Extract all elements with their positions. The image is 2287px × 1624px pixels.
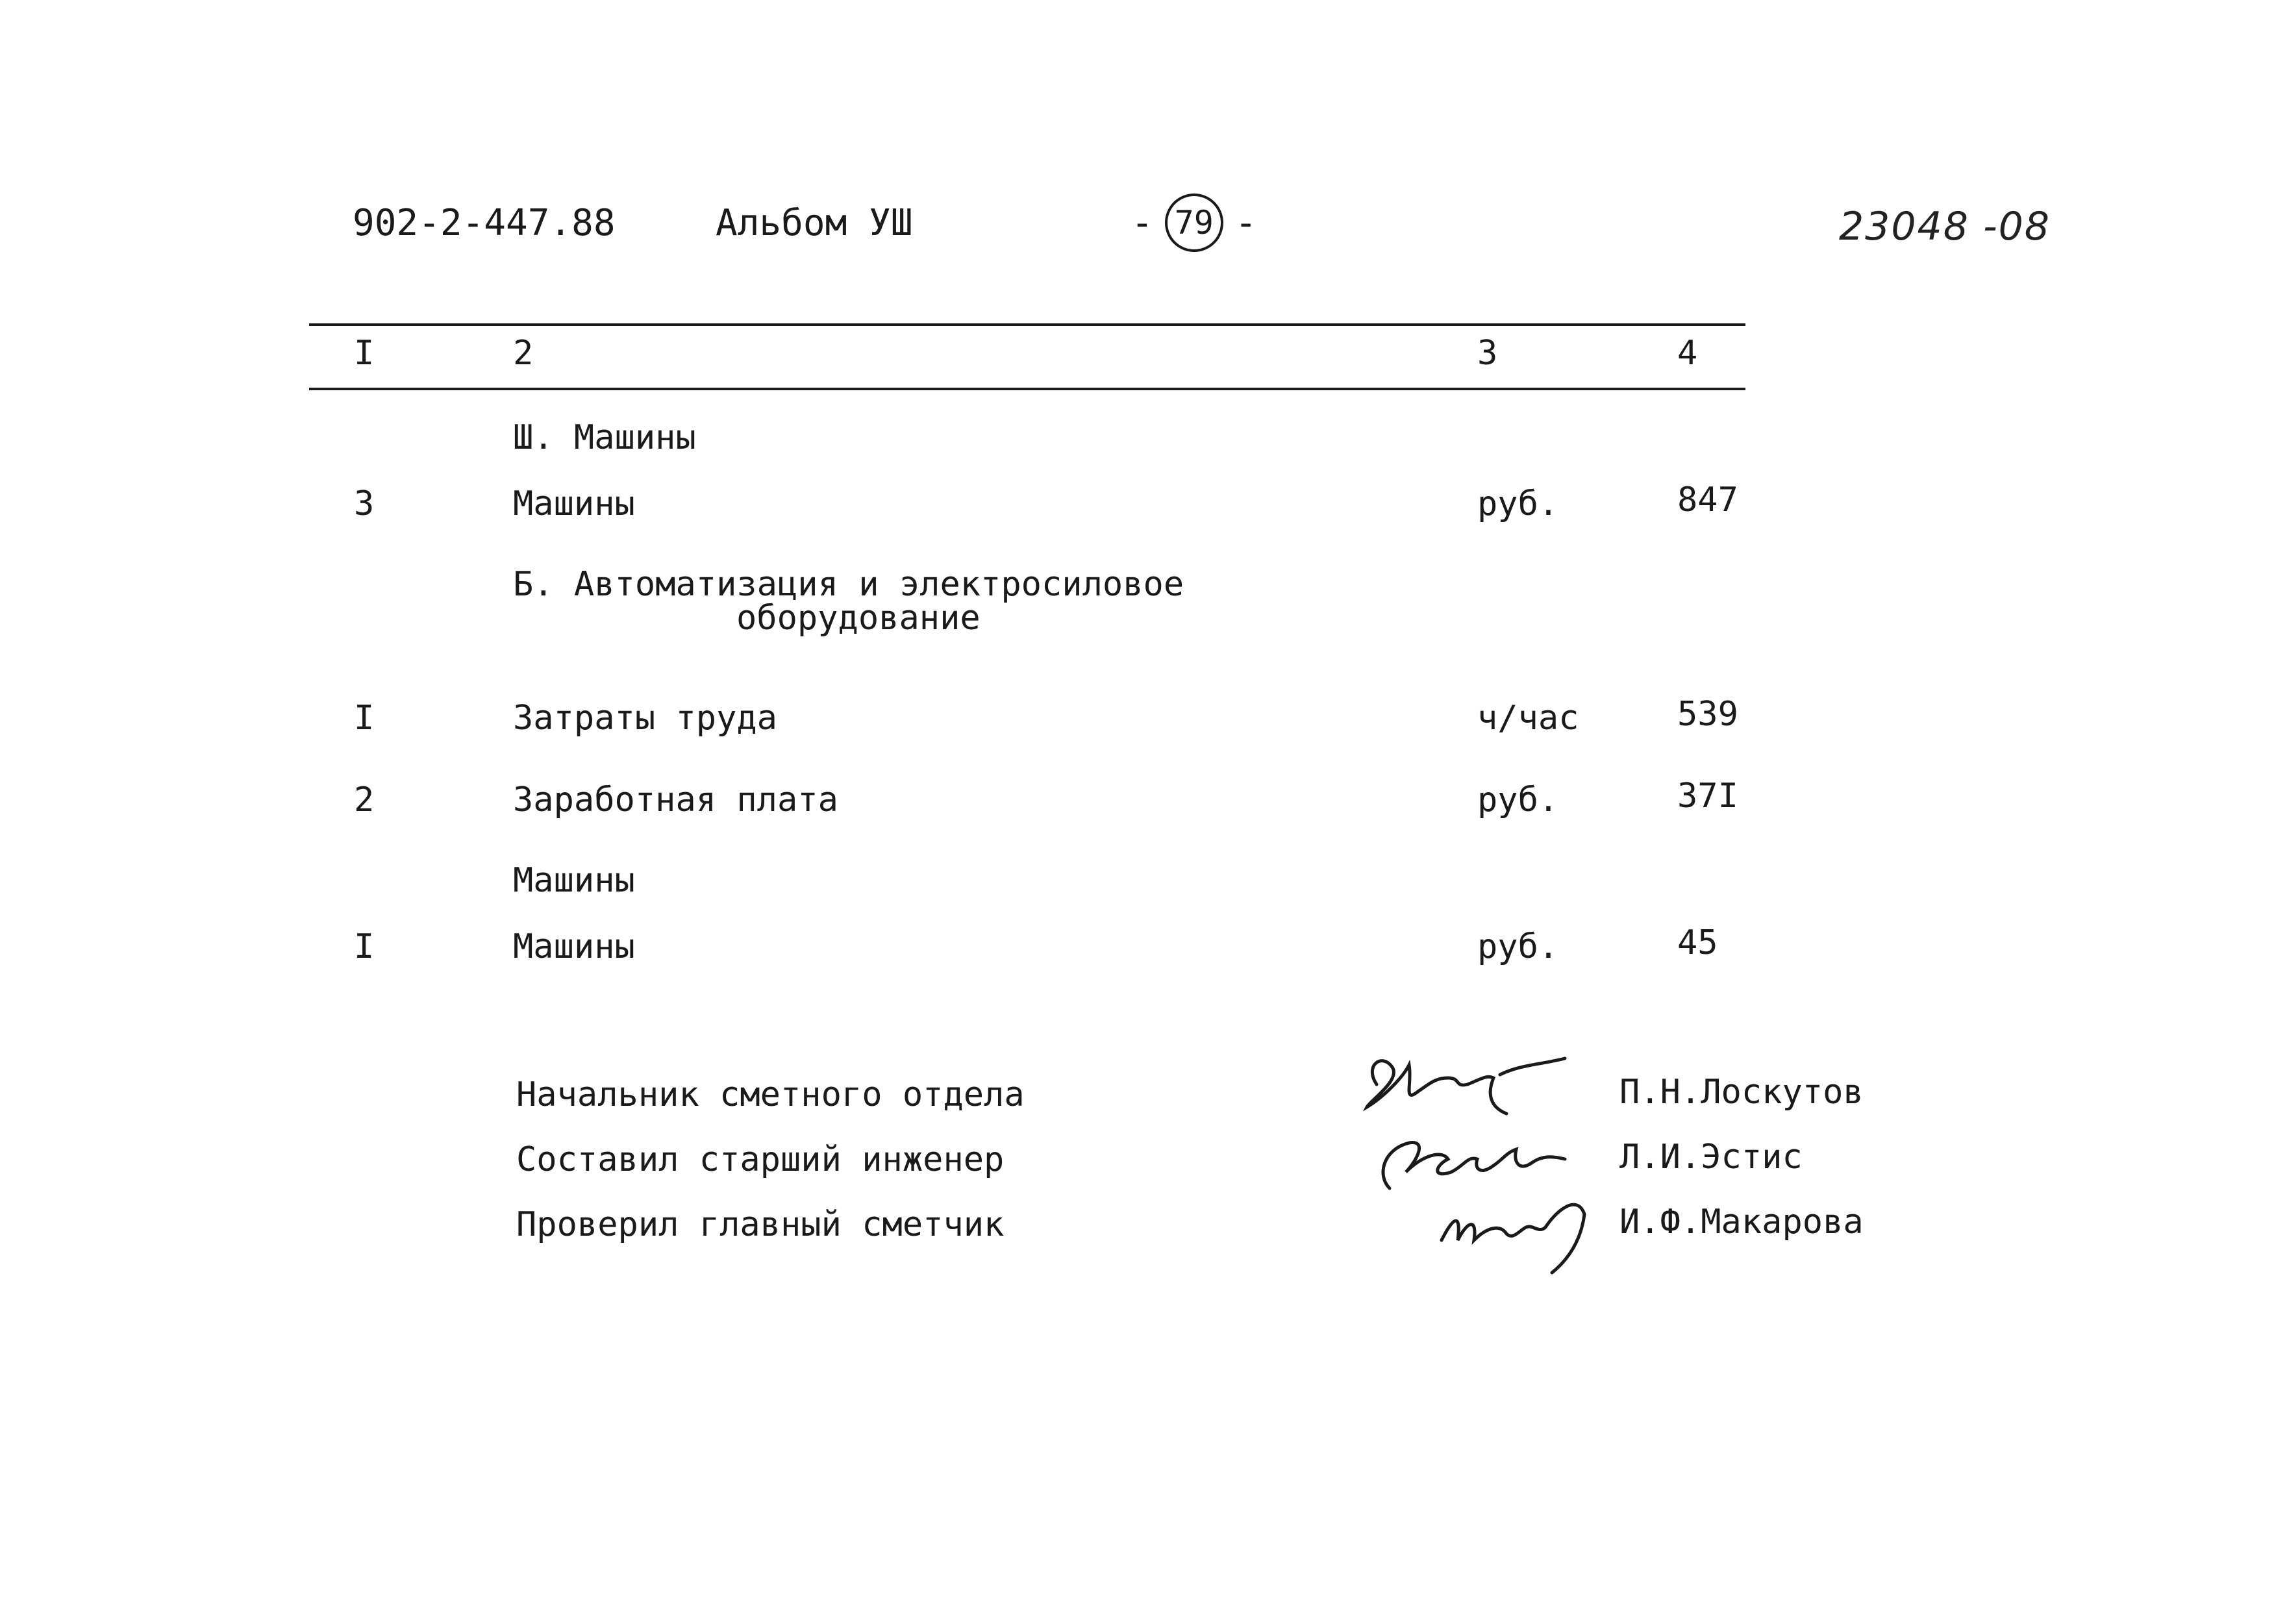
- row-value: 539: [1677, 695, 1738, 734]
- row-unit: руб.: [1477, 781, 1559, 819]
- section-title-automation-line1: Б. Автоматизация и электросиловое: [513, 565, 1184, 604]
- row-unit: руб.: [1477, 927, 1559, 966]
- row-unit: ч/час: [1477, 699, 1579, 738]
- column-header-2: 2: [513, 334, 534, 373]
- signer-role: Составил старший инженер: [516, 1140, 1005, 1179]
- row-value: 45: [1677, 923, 1718, 962]
- signer-name: Л.И.Эстис: [1619, 1138, 1803, 1177]
- table-header-rule: [309, 388, 1745, 390]
- row-name: Машины: [513, 484, 635, 523]
- signer-name: П.Н.Лоскутов: [1619, 1073, 1864, 1112]
- row-name: Заработная плата: [513, 781, 838, 819]
- row-value: 37I: [1677, 777, 1738, 816]
- handwritten-signature: [1429, 1175, 1610, 1279]
- signer-name: И.Ф.Макарова: [1619, 1203, 1864, 1242]
- page-number: 79: [1165, 194, 1223, 252]
- subsection-title-machines: Машины: [513, 861, 635, 900]
- row-unit: руб.: [1477, 484, 1559, 523]
- handwritten-signature: [1357, 1039, 1591, 1123]
- section-title-machines: Ш. Машины: [513, 418, 696, 457]
- handwritten-registration-number: 23048 -08: [1839, 204, 2051, 249]
- signer-role: Проверил главный сметчик: [516, 1205, 1005, 1244]
- row-number: I: [354, 699, 375, 738]
- column-header-3: 3: [1477, 334, 1498, 373]
- album-label: Альбом УШ: [716, 202, 913, 244]
- row-name: Затраты труда: [513, 699, 777, 738]
- table-top-rule: [309, 323, 1745, 326]
- signer-role: Начальник сметного отдела: [516, 1075, 1025, 1114]
- column-header-1: I: [354, 334, 375, 373]
- row-number: 3: [354, 484, 375, 523]
- row-number: 2: [354, 781, 375, 819]
- page-dash-right: -: [1234, 201, 1257, 244]
- page-number-block: [1131, 194, 1256, 252]
- row-value: 847: [1677, 481, 1738, 519]
- column-header-4: 4: [1677, 334, 1698, 373]
- section-title-automation-line2: оборудование: [736, 599, 981, 638]
- document-code: 902-2-447.88: [353, 202, 616, 244]
- page-dash-left: -: [1131, 201, 1153, 244]
- row-number: I: [354, 927, 375, 966]
- row-name: Машины: [513, 927, 635, 966]
